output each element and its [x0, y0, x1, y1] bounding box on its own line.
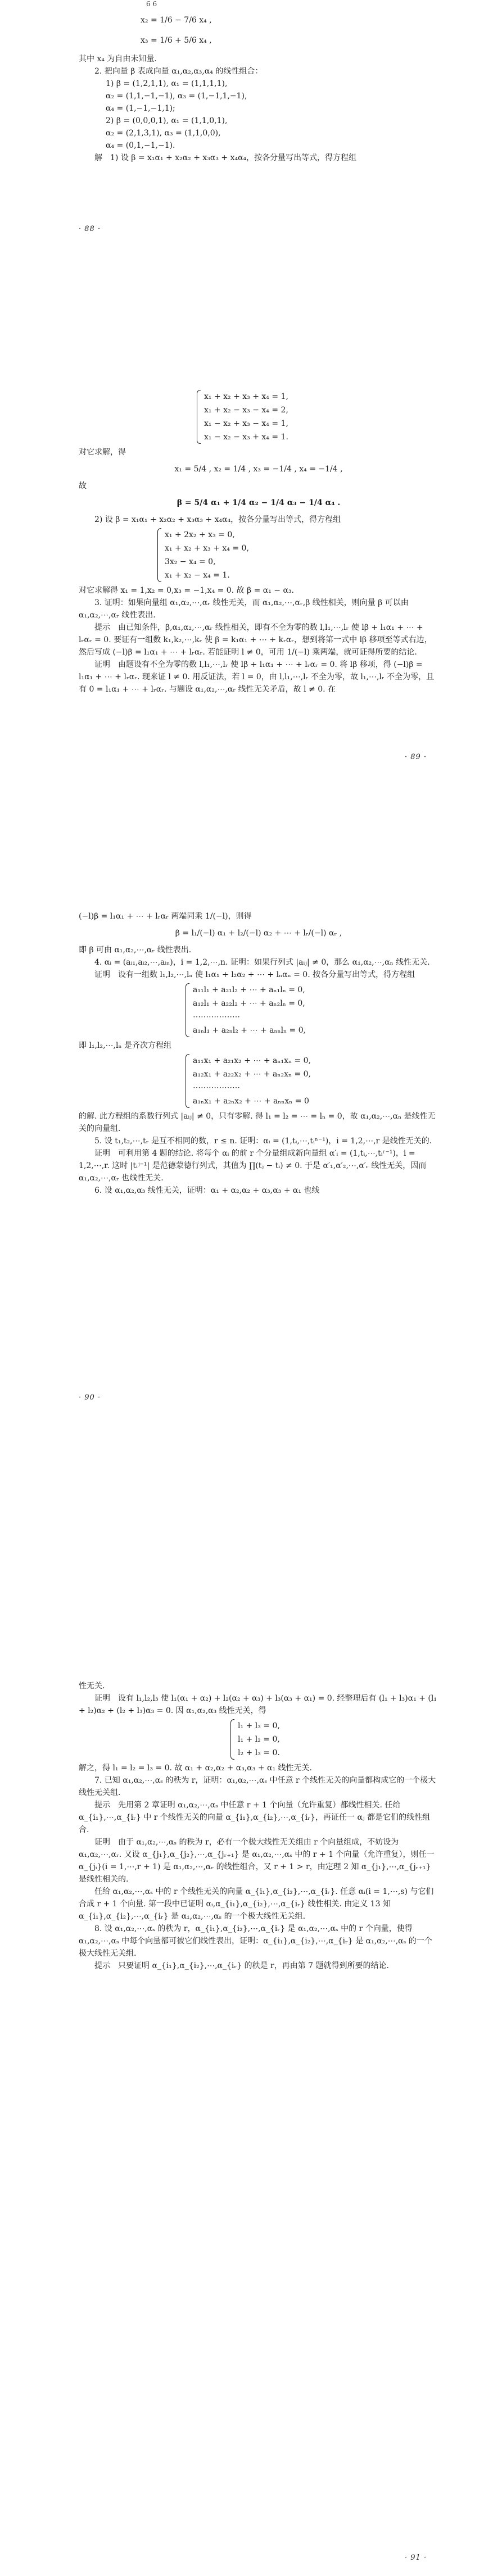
- page-91-segment: [79, 1680, 438, 1972]
- problem-4-statement: 4. αᵢ = (aᵢ₁,aᵢ₂,⋯,aᵢₙ)，i = 1,2,⋯,n. 证明：如果行列式 |aᵢⱼ| ≠ 0，那么 α₁,α₂,⋯,αₙ 线性无关.: [94, 958, 430, 967]
- left-brace: [186, 983, 189, 1037]
- system-3: [186, 983, 438, 1037]
- problem-2-statement: 2. 把向量 β 表成向量 α₁,α₂,α₃,α₄ 的线性组合：: [94, 67, 263, 76]
- left-brace: [186, 1054, 189, 1108]
- problem-8-statement: 8. 设 α₁,α₂,⋯,αₛ 的秩为 r，α_{i₁},α_{i₂},⋯,α_{iᵣ} 是 α₁,α₂,⋯,αₛ 中的 r 个向量，使得 α₁,α₂,⋯,αₛ 中每个向量都可被它们线性表出，证明：α_{i₁},α_{i₂},⋯,α_{iᵣ} 是 α₁,α₂,⋯,αₛ 的一个极大线性无关组.: [79, 1924, 432, 1958]
- problem-3-proof: 证明 由题设有不全为零的数 l,l₁,⋯,lᵣ 使 lβ + l₁α₁ + ⋯ + lᵣαᵣ = 0. 将 lβ 移项，得 (−l)β = l₁α₁ + ⋯ + lᵣαᵣ. 现来证 l ≠ 0. 用反证法，若 l = 0，由 l,l₁,⋯,lᵣ 不全为零，故 l₁,⋯,lᵣ 不全为零，且有 0 = l₁α₁ + ⋯ + lᵣαᵣ. 与题设 α₁,α₂,⋯,αᵣ 线性无关矛盾，故 l ≠ 0. 在: [79, 660, 435, 694]
- free-variable-note: 其中 x₄ 为自由未知量.: [79, 54, 157, 63]
- problem-6-conclusion: 解之，得 l₁ = l₂ = l₃ = 0. 故 α₁ + α₂,α₂ + α₃,α₃ + α₁ 线性无关.: [79, 1764, 312, 1773]
- case-line: α₄ = (1,−1,−1,1);: [106, 104, 175, 113]
- problem-7-statement: 7. 已知 α₁,α₂,⋯,αₛ 的秩为 r，证明：α₁,α₂,⋯,αₛ 中任意 r 个线性无关的向量都构成它的一个极大线性无关组.: [79, 1776, 436, 1797]
- case-line: α₂ = (2,1,3,1), α₃ = (1,1,0,0),: [106, 129, 221, 138]
- page-number-89: · 89 ·: [405, 753, 427, 761]
- system-row: ⋯⋯⋯⋯⋯⋯: [193, 1083, 240, 1092]
- system-5: [230, 1719, 438, 1760]
- therefore-text: 故: [79, 481, 87, 490]
- problem-7-proof: 证明 由于 α₁,α₂,⋯,αₛ 的秩为 r，必有一个极大线性无关组由 r 个向量组成，不妨设为 α₁,α₂,⋯,αᵣ. 又设 α_{j₁},α_{j₂},⋯,α_{jᵣ₊₁} 是 α₁,α₂,⋯,αₛ 中的 r + 1 个向量（允许重复），则任一 α_{jᵢ}(i = 1,⋯,r + 1) 是 α₁,α₂,⋯,αᵣ 的线性组合，又 r + 1 > r，由定理 2 知 α_{j₁},⋯,α_{jᵣ₊₁} 是线性相关的.: [79, 1838, 435, 1884]
- system-row: a₁₂x₁ + a₂₂x₂ + ⋯ + aₙ₂xₙ = 0,: [193, 1070, 311, 1079]
- problem-4-middle: 即 l₁,l₂,⋯,lₙ 是齐次方程组: [79, 1041, 171, 1050]
- page-number-91: · 91 ·: [405, 2554, 427, 2562]
- system-row: a₁ₙl₁ + a₂ₙl₂ + ⋯ + aₙₙlₙ = 0,: [193, 1026, 306, 1035]
- top-system: [141, 10, 438, 51]
- system-row: x₁ + x₂ + x₃ + x₄ = 1,: [204, 392, 288, 401]
- solution-2-intro: 2) 设 β = x₁α₁ + x₂α₂ + x₃α₃ + x₄α₄，按各分量写出等式，得方程组: [94, 515, 341, 524]
- problem-5-proof: 证明 可利用第 4 题的结论. 将每个 αᵢ 的前 r 个分量组成新向量组 α′ᵢ = (1,tᵢ,⋯,tᵢʳ⁻¹)，i = 1,2,⋯,r. 这时 |tᵢʲ⁻¹| 是范德蒙德行列式，其值为 ∏(tⱼ − tᵢ) ≠ 0. 于是 α′₁,α′₂,⋯,α′ᵣ 线性无关，因而 α₁,α₂,⋯,αᵣ 也线性无关.: [79, 1149, 427, 1183]
- system-row: x₁ − x₂ − x₃ + x₄ = 1.: [204, 433, 288, 442]
- problem-8-hint: 提示 只要证明 α_{i₁},α_{i₂},⋯,α_{iᵣ} 的秩是 r，再由第 7 题就得到所要的结论.: [94, 1961, 389, 1970]
- system-row: x₁ − x₂ + x₃ − x₄ = 1,: [204, 419, 288, 428]
- solution-2-result: 对它求解得 x₁ = 1,x₂ = 0,x₃ = −1,x₄ = 0. 故 β = α₁ − α₃.: [79, 586, 295, 595]
- left-brace: [157, 528, 161, 582]
- system-2: [157, 528, 438, 582]
- system-row: a₁₁l₁ + a₂₁l₂ + ⋯ + aₙ₁lₙ = 0,: [193, 985, 305, 994]
- left-brace: [197, 390, 201, 444]
- problem-4-conclusion: 的解. 此方程组的系数行列式 |aᵢⱼ| ≠ 0，只有零解. 得 l₁ = l₂ = ⋯ = lₙ = 0，故 α₁,α₂,⋯,αₙ 是线性无关的向量组.: [79, 1112, 436, 1133]
- fraction-stub: 6 6: [146, 0, 157, 8]
- system-row: ⋯⋯⋯⋯⋯⋯: [193, 1012, 240, 1021]
- problem-6-continuation: 性无关.: [79, 1682, 105, 1691]
- case-line: 2) β = (0,0,0,1), α₁ = (1,1,0,1),: [106, 116, 228, 125]
- beta-combination-1: β = 5/4 α₁ + 1/4 α₂ − 1/4 α₃ − 1/4 α₄ .: [177, 498, 341, 507]
- system-row: 3x₂ − x₄ = 0,: [165, 557, 216, 566]
- solve-text: 对它求解，得: [79, 448, 126, 457]
- page-89-segment: [79, 388, 438, 696]
- problem-3-conclusion: 即 β 可由 α₁,α₂,⋯,αᵣ 线性表出.: [79, 946, 192, 955]
- page-90-segment: [79, 910, 438, 1197]
- page-number-88: · 88 ·: [79, 225, 101, 233]
- system-row: l₁ + l₃ = 0,: [238, 1721, 280, 1730]
- system-1: [197, 390, 438, 444]
- solution-1-values: x₁ = 5/4 , x₂ = 1/4 , x₃ = −1/4 , x₄ = −1/4 ,: [174, 465, 343, 474]
- problem-3-continuation: (−l)β = l₁α₁ + ⋯ + lᵣαᵣ 两端同乘 1/(−l)，则得: [79, 912, 252, 921]
- system-row: l₁ + l₂ = 0,: [238, 1735, 280, 1744]
- solution-intro: 解 1) 设 β = x₁α₁ + x₂α₂ + x₃α₃ + x₄α₄，按各分量写出等式，得方程组: [94, 153, 357, 162]
- problem-3-hint: 提示 由已知条件，β,α₁,α₂,⋯,αᵣ 线性相关，即有不全为零的数 l,l₁,⋯,lᵣ 使 lβ + l₁α₁ + ⋯ + lᵣαᵣ = 0. 要证有一组数 k₁,k₂,⋯,kᵣ 使 β = k₁α₁ + ⋯ + kᵣαᵣ，想到将第一式中 lβ 移项至等式右边，然后写成 (−l)β = l₁α₁ + ⋯ + lᵣαᵣ. 若能证明 l ≠ 0，可用 1/(−l) 乘两端，就可证得所要的结论.: [79, 623, 432, 657]
- case-line: α₂ = (1,1,−1,−1), α₃ = (1,−1,1,−1),: [106, 92, 247, 101]
- system-row: l₂ + l₃ = 0.: [238, 1748, 280, 1757]
- page-number-90: · 90 ·: [79, 1393, 101, 1402]
- problem-7-proof-part-2: 任给 α₁,α₂,⋯,αₛ 中的 r 个线性无关的向量 α_{i₁},α_{i₂},⋯,α_{iᵣ}. 任意 αᵢ(i = 1,⋯,s) 与它们合成 r + 1 个向量. 第一段中已证明 αᵢ,α_{i₁},α_{i₂},⋯,α_{iᵣ} 线性相关. 由定义 13 知 α_{i₁},α_{i₂},⋯,α_{iᵣ} 是 α₁,α₂,⋯,αₛ 的一个极大线性无关组.: [79, 1887, 434, 1921]
- problem-2-case-1: [106, 78, 438, 115]
- problem-6-proof: 证明 设有 l₁,l₂,l₃ 使 l₁(α₁ + α₂) + l₂(α₂ + α₃) + l₃(α₃ + α₁) = 0. 经整理后有 (l₁ + l₃)α₁ + (l₁ + l₂)α₂ + (l₂ + l₃)α₃ = 0. 因 α₁,α₂,α₃ 线性无关，得: [79, 1694, 437, 1715]
- page-88-segment: [79, 0, 438, 164]
- case-line: α₄ = (0,1,−1,−1).: [106, 141, 175, 150]
- system-row: a₁₂l₁ + a₂₂l₂ + ⋯ + aₙ₂lₙ = 0,: [193, 999, 305, 1008]
- system-row: x₃ = 1/6 + 5/6 x₄ ,: [141, 36, 212, 45]
- problem-7-hint: 提示 先用第 2 章证明 α₁,α₂,⋯,αₛ 中任意 r + 1 个向量（允许重复）都线性相关. 任给 α_{i₁},⋯,α_{iᵣ} 中 r 个线性无关的向量 α_{i₁},α_{i₂},⋯,α_{iᵣ}，再证任一 αⱼ 都是它们的线性组合.: [79, 1801, 431, 1834]
- system-row: x₂ = 1/6 − 7/6 x₄ ,: [141, 16, 212, 25]
- problem-4-proof: 证明 设有一组数 l₁,l₂,⋯,lₙ 使 l₁α₁ + l₂α₂ + ⋯ + lₙαₙ = 0. 按各分量写出等式，得方程组: [94, 970, 415, 979]
- problem-3-statement: 3. 证明：如果向量组 α₁,α₂,⋯,αᵣ 线性无关，而 α₁,α₂,⋯,αᵣ,β 线性相关，则向量 β 可以由 α₁,α₂,⋯,αᵣ 线性表出.: [79, 598, 409, 620]
- system-row: x₁ + x₂ + x₃ + x₄ = 0,: [165, 544, 249, 553]
- system-row: a₁ₙx₁ + a₂ₙx₂ + ⋯ + aₙₙxₙ = 0: [193, 1097, 309, 1106]
- left-brace: [230, 1719, 234, 1760]
- system-row: x₁ + 2x₂ + x₃ = 0,: [165, 530, 235, 539]
- problem-5-statement: 5. 设 t₁,t₂,⋯,tᵣ 是互不相同的数，r ≤ n. 证明：αᵢ = (1,tᵢ,⋯,tᵢⁿ⁻¹)，i = 1,2,⋯,r 是线性无关的.: [94, 1137, 432, 1146]
- problem-2-case-2: [106, 115, 438, 152]
- system-row: x₁ + x₂ − x₄ = 1.: [165, 571, 230, 580]
- case-line: 1) β = (1,2,1,1), α₁ = (1,1,1,1),: [106, 79, 228, 88]
- problem-6-statement: 6. 设 α₁,α₂,α₃ 线性无关，证明：α₁ + α₂,α₂ + α₃,α₃ + α₁ 也线: [94, 1186, 320, 1195]
- system-4: [186, 1054, 438, 1108]
- system-row: a₁₁x₁ + a₂₁x₂ + ⋯ + aₙ₁xₙ = 0,: [193, 1056, 311, 1065]
- beta-expression: β = l₁/(−l) α₁ + l₂/(−l) α₂ + ⋯ + lᵣ/(−l) αᵣ ,: [175, 929, 342, 938]
- system-row: x₁ + x₂ − x₃ − x₄ = 2,: [204, 406, 288, 415]
